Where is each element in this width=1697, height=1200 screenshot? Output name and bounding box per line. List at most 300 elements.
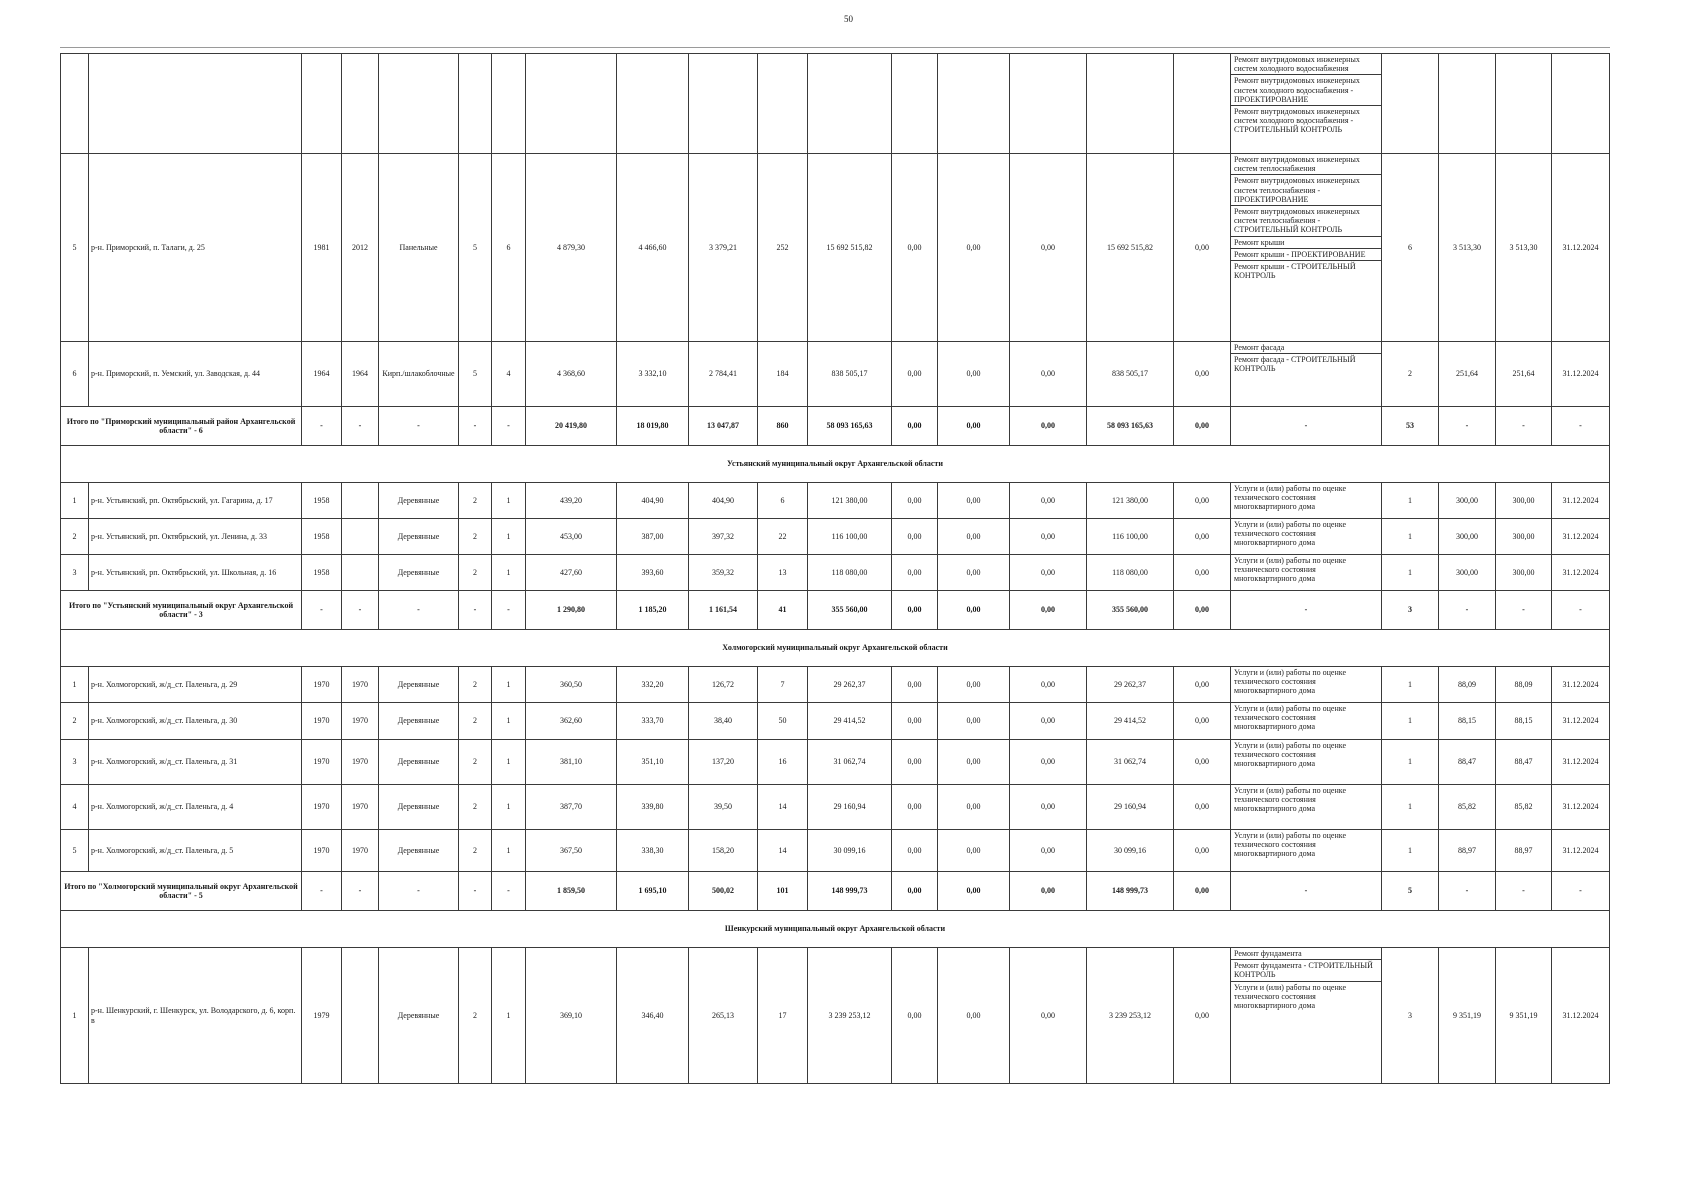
area-residential: 339,80 (617, 785, 689, 830)
residents: 16 (758, 740, 808, 785)
work-item: Ремонт фасада (1231, 342, 1381, 354)
works-stack (1231, 948, 1381, 1011)
unit-cost: 88,47 (1439, 740, 1496, 785)
deadline: 31.12.2024 (1552, 154, 1610, 342)
fund-regional: 0,00 (938, 830, 1010, 872)
total-f3: 0,00 (1010, 872, 1087, 911)
deadline: 31.12.2024 (1552, 740, 1610, 785)
total-residents: 101 (758, 872, 808, 911)
area-residential: 4 466,60 (617, 154, 689, 342)
fund-federal: 0,00 (892, 519, 938, 555)
table-row (61, 667, 1610, 703)
unit-cost (1439, 54, 1496, 154)
fund-regional: 0,00 (938, 483, 1010, 519)
entrances: 1 (492, 667, 526, 703)
entrances: 1 (492, 555, 526, 591)
area-residential-owned: 265,13 (689, 948, 758, 1084)
unit-cost: 251,64 (1439, 342, 1496, 407)
deadline: 31.12.2024 (1552, 519, 1610, 555)
area-total: 362,60 (526, 703, 617, 740)
dash-cell: - (342, 407, 379, 446)
table-row (61, 519, 1610, 555)
fund-municipal: 0,00 (1010, 785, 1087, 830)
year-renovated: 1964 (342, 342, 379, 407)
residents (758, 54, 808, 154)
region-title: Холмогорский муниципальный округ Архангельской области (61, 630, 1610, 667)
area-total: 387,70 (526, 785, 617, 830)
address: р-н. Устьянский, рп. Октябрьский, ул. Гагарина, д. 17 (89, 483, 302, 519)
dash-cell: - (342, 591, 379, 630)
row-number: 2 (61, 703, 89, 740)
scan-top-line (60, 47, 1610, 48)
capital-repair-table (60, 53, 1610, 1084)
cost-total: 29 160,94 (808, 785, 892, 830)
fund-owners (1087, 54, 1174, 154)
floors: 2 (459, 785, 492, 830)
fund-federal: 0,00 (892, 830, 938, 872)
floors: 2 (459, 830, 492, 872)
works-count: 1 (1382, 483, 1439, 519)
fund-federal (892, 54, 938, 154)
fund-other: 0,00 (1174, 830, 1231, 872)
year-built: 1958 (302, 519, 342, 555)
dash-cell: - (1496, 591, 1552, 630)
year-renovated: 1970 (342, 740, 379, 785)
unit-cost: 3 513,30 (1439, 154, 1496, 342)
works-count: 1 (1382, 667, 1439, 703)
row-number: 6 (61, 342, 89, 407)
fund-owners: 15 692 515,82 (1087, 154, 1174, 342)
area-total: 369,10 (526, 948, 617, 1084)
total-works-count: 3 (1382, 591, 1439, 630)
cost-total: 31 062,74 (808, 740, 892, 785)
row-number: 1 (61, 948, 89, 1084)
area-residential: 346,40 (617, 948, 689, 1084)
fund-other: 0,00 (1174, 555, 1231, 591)
floors: 2 (459, 667, 492, 703)
year-renovated: 1970 (342, 785, 379, 830)
table-row (61, 948, 1610, 1084)
works-stack (1231, 703, 1381, 733)
year-built: 1958 (302, 555, 342, 591)
works-list (1231, 740, 1382, 785)
fund-municipal: 0,00 (1010, 154, 1087, 342)
area-residential: 387,00 (617, 519, 689, 555)
total-area-total: 1 859,50 (526, 872, 617, 911)
total-f5: 0,00 (1174, 407, 1231, 446)
year-renovated (342, 519, 379, 555)
cost-total: 15 692 515,82 (808, 154, 892, 342)
works-list (1231, 948, 1382, 1084)
limit-cost: 300,00 (1496, 519, 1552, 555)
row-number: 4 (61, 785, 89, 830)
entrances: 1 (492, 948, 526, 1084)
fund-regional: 0,00 (938, 555, 1010, 591)
works-list (1231, 519, 1382, 555)
works-list (1231, 830, 1382, 872)
entrances: 1 (492, 830, 526, 872)
floors: 2 (459, 555, 492, 591)
work-item: Ремонт внутридомовых инженерных систем теплоснабжения (1231, 154, 1381, 175)
year-built: 1964 (302, 342, 342, 407)
fund-federal: 0,00 (892, 154, 938, 342)
region-header-row (61, 630, 1610, 667)
dash-cell: - (492, 591, 526, 630)
works-count: 1 (1382, 555, 1439, 591)
area-total: 427,60 (526, 555, 617, 591)
area-residential-owned: 158,20 (689, 830, 758, 872)
row-number: 5 (61, 830, 89, 872)
wall-material (379, 54, 459, 154)
unit-cost: 300,00 (1439, 519, 1496, 555)
total-label: Итого по "Холмогорский муниципальный округ Архангельской области" - 5 (61, 872, 302, 911)
work-item: Услуги и (или) работы по оценке технического состояния многоквартирного дома (1234, 982, 1346, 1010)
limit-cost: 300,00 (1496, 555, 1552, 591)
cost-total: 29 414,52 (808, 703, 892, 740)
fund-federal: 0,00 (892, 483, 938, 519)
fund-other (1174, 54, 1231, 154)
works-stack (1231, 785, 1381, 815)
works-stack (1231, 342, 1381, 375)
entrances: 1 (492, 519, 526, 555)
work-item: Ремонт внутридомовых инженерных систем холодного водоснабжения (1231, 54, 1381, 75)
work-item: Услуги и (или) работы по оценке технического состояния многоквартирного дома (1234, 556, 1346, 584)
table-row (61, 785, 1610, 830)
work-item: Услуги и (или) работы по оценке технического состояния многоквартирного дома (1234, 704, 1346, 732)
work-item: Ремонт крыши (1231, 237, 1381, 249)
unit-cost: 9 351,19 (1439, 948, 1496, 1084)
total-cost-total: 58 093 165,63 (808, 407, 892, 446)
area-residential-owned: 359,32 (689, 555, 758, 591)
dash-cell: - (459, 407, 492, 446)
year-built: 1981 (302, 154, 342, 342)
total-residents: 860 (758, 407, 808, 446)
total-label: Итого по "Приморский муниципальный район Архангельской области" - 6 (61, 407, 302, 446)
region-title: Шенкурский муниципальный округ Архангельской области (61, 911, 1610, 948)
dash-cell: - (379, 591, 459, 630)
fund-municipal: 0,00 (1010, 667, 1087, 703)
dash-cell: - (1552, 591, 1610, 630)
entrances: 1 (492, 703, 526, 740)
works-stack (1231, 740, 1381, 770)
wall-material: Кирп./шлакоблочные (379, 342, 459, 407)
fund-other: 0,00 (1174, 154, 1231, 342)
table-row (61, 154, 1610, 342)
dash-cell: - (302, 407, 342, 446)
work-item: Ремонт крыши - СТРОИТЕЛЬНЫЙ КОНТРОЛЬ (1234, 261, 1356, 281)
works-list (1231, 703, 1382, 740)
total-row (61, 872, 1610, 911)
address: р-н. Холмогорский, ж/д_ст. Паленьга, д. 29 (89, 667, 302, 703)
works-count: 3 (1382, 948, 1439, 1084)
fund-other: 0,00 (1174, 342, 1231, 407)
fund-regional: 0,00 (938, 785, 1010, 830)
fund-owners: 30 099,16 (1087, 830, 1174, 872)
dash-cell: - (1552, 872, 1610, 911)
cost-total (808, 54, 892, 154)
area-residential: 393,60 (617, 555, 689, 591)
residents: 184 (758, 342, 808, 407)
works-list (1231, 555, 1382, 591)
limit-cost: 9 351,19 (1496, 948, 1552, 1084)
year-built: 1958 (302, 483, 342, 519)
works-stack (1231, 519, 1381, 549)
dash-cell: - (1439, 872, 1496, 911)
dash-cell: - (379, 872, 459, 911)
total-f3: 0,00 (1010, 407, 1087, 446)
dash-cell: - (459, 591, 492, 630)
area-residential-owned: 397,32 (689, 519, 758, 555)
cost-total: 118 080,00 (808, 555, 892, 591)
address: р-н. Приморский, п. Талаги, д. 25 (89, 154, 302, 342)
year-renovated (342, 555, 379, 591)
area-total: 439,20 (526, 483, 617, 519)
works-list (1231, 154, 1382, 342)
dash-cell: - (1231, 591, 1382, 630)
fund-federal: 0,00 (892, 740, 938, 785)
floors: 2 (459, 948, 492, 1084)
fund-municipal: 0,00 (1010, 703, 1087, 740)
cost-total: 838 505,17 (808, 342, 892, 407)
cost-total: 116 100,00 (808, 519, 892, 555)
entrances (492, 54, 526, 154)
row-number: 2 (61, 519, 89, 555)
work-item: Услуги и (или) работы по оценке технического состояния многоквартирного дома (1234, 668, 1346, 696)
work-item: Ремонт внутридомовых инженерных систем холодного водоснабжения - ПРОЕКТИРОВАНИЕ (1231, 75, 1381, 106)
residents: 14 (758, 785, 808, 830)
works-list (1231, 483, 1382, 519)
fund-regional: 0,00 (938, 703, 1010, 740)
works-stack (1231, 154, 1381, 281)
fund-federal: 0,00 (892, 785, 938, 830)
floors: 5 (459, 342, 492, 407)
residents: 22 (758, 519, 808, 555)
total-f2: 0,00 (938, 407, 1010, 446)
wall-material: Деревянные (379, 703, 459, 740)
total-area-res-ind: 13 047,87 (689, 407, 758, 446)
total-area-res-ind: 500,02 (689, 872, 758, 911)
entrances: 1 (492, 483, 526, 519)
year-renovated (342, 54, 379, 154)
year-built: 1970 (302, 785, 342, 830)
dash-cell: - (492, 872, 526, 911)
dash-cell: - (342, 872, 379, 911)
total-f3: 0,00 (1010, 591, 1087, 630)
dash-cell: - (459, 872, 492, 911)
fund-federal: 0,00 (892, 667, 938, 703)
fund-municipal (1010, 54, 1087, 154)
wall-material: Деревянные (379, 740, 459, 785)
region-header-row (61, 911, 1610, 948)
residents: 7 (758, 667, 808, 703)
fund-municipal: 0,00 (1010, 342, 1087, 407)
entrances: 4 (492, 342, 526, 407)
total-row (61, 591, 1610, 630)
unit-cost: 88,97 (1439, 830, 1496, 872)
address: р-н. Приморский, п. Уемский, ул. Заводская, д. 44 (89, 342, 302, 407)
work-item: Услуги и (или) работы по оценке технического состояния многоквартирного дома (1234, 786, 1346, 814)
fund-regional: 0,00 (938, 740, 1010, 785)
total-label: Итого по "Устьянский муниципальный округ Архангельской области" - 3 (61, 591, 302, 630)
row-number (61, 54, 89, 154)
limit-cost: 251,64 (1496, 342, 1552, 407)
deadline: 31.12.2024 (1552, 830, 1610, 872)
cost-total: 121 380,00 (808, 483, 892, 519)
row-number: 3 (61, 555, 89, 591)
table-row (61, 740, 1610, 785)
fund-municipal: 0,00 (1010, 740, 1087, 785)
fund-owners: 29 160,94 (1087, 785, 1174, 830)
limit-cost: 88,47 (1496, 740, 1552, 785)
cost-total: 3 239 253,12 (808, 948, 892, 1084)
work-item: Ремонт внутридомовых инженерных систем теплоснабжения - ПРОЕКТИРОВАНИЕ (1231, 175, 1381, 206)
entrances: 1 (492, 740, 526, 785)
area-residential-owned: 2 784,41 (689, 342, 758, 407)
total-cost-total: 148 999,73 (808, 872, 892, 911)
area-residential-owned: 39,50 (689, 785, 758, 830)
cost-total: 29 262,37 (808, 667, 892, 703)
area-residential-owned (689, 54, 758, 154)
year-built: 1970 (302, 703, 342, 740)
work-item: Ремонт крыши - ПРОЕКТИРОВАНИЕ (1231, 249, 1381, 261)
works-list (1231, 667, 1382, 703)
dash-cell: - (1439, 407, 1496, 446)
deadline: 31.12.2024 (1552, 785, 1610, 830)
area-total: 367,50 (526, 830, 617, 872)
limit-cost: 300,00 (1496, 483, 1552, 519)
total-cost-total: 355 560,00 (808, 591, 892, 630)
total-f2: 0,00 (938, 872, 1010, 911)
total-area-total: 1 290,80 (526, 591, 617, 630)
works-list (1231, 54, 1382, 154)
area-total: 4 879,30 (526, 154, 617, 342)
works-stack (1231, 483, 1381, 513)
work-item: Услуги и (или) работы по оценке технического состояния многоквартирного дома (1234, 741, 1346, 769)
floors: 5 (459, 154, 492, 342)
area-residential-owned: 38,40 (689, 703, 758, 740)
row-number: 1 (61, 667, 89, 703)
area-residential: 3 332,10 (617, 342, 689, 407)
total-f5: 0,00 (1174, 872, 1231, 911)
floors: 2 (459, 740, 492, 785)
address: р-н. Холмогорский, ж/д_ст. Паленьга, д. 31 (89, 740, 302, 785)
work-item: Ремонт фундамента (1231, 948, 1381, 960)
area-residential: 338,30 (617, 830, 689, 872)
area-residential: 332,20 (617, 667, 689, 703)
entrances: 1 (492, 785, 526, 830)
fund-other: 0,00 (1174, 483, 1231, 519)
floors: 2 (459, 519, 492, 555)
unit-cost: 85,82 (1439, 785, 1496, 830)
fund-other: 0,00 (1174, 667, 1231, 703)
work-item: Услуги и (или) работы по оценке технического состояния многоквартирного дома (1234, 831, 1346, 859)
works-count: 1 (1382, 740, 1439, 785)
address: р-н. Холмогорский, ж/д_ст. Паленьга, д. 4 (89, 785, 302, 830)
deadline: 31.12.2024 (1552, 667, 1610, 703)
work-item: Ремонт внутридомовых инженерных систем теплоснабжения - СТРОИТЕЛЬНЫЙ КОНТРОЛЬ (1231, 206, 1381, 237)
works-count: 1 (1382, 519, 1439, 555)
total-row (61, 407, 1610, 446)
fund-federal: 0,00 (892, 555, 938, 591)
table-row (61, 483, 1610, 519)
residents: 13 (758, 555, 808, 591)
fund-other: 0,00 (1174, 785, 1231, 830)
fund-regional: 0,00 (938, 667, 1010, 703)
row-number: 1 (61, 483, 89, 519)
table-row (61, 342, 1610, 407)
table-row (61, 555, 1610, 591)
year-renovated: 2012 (342, 154, 379, 342)
year-renovated (342, 948, 379, 1084)
wall-material: Деревянные (379, 555, 459, 591)
table-row (61, 830, 1610, 872)
works-stack (1231, 667, 1381, 697)
work-item: Услуги и (или) работы по оценке технического состояния многоквартирного дома (1234, 484, 1346, 512)
fund-owners: 31 062,74 (1087, 740, 1174, 785)
works-stack (1231, 555, 1381, 585)
limit-cost: 3 513,30 (1496, 154, 1552, 342)
area-total: 4 368,60 (526, 342, 617, 407)
address: р-н. Холмогорский, ж/д_ст. Паленьга, д. 30 (89, 703, 302, 740)
total-area-res: 1 695,10 (617, 872, 689, 911)
fund-regional: 0,00 (938, 342, 1010, 407)
total-f1: 0,00 (892, 872, 938, 911)
wall-material: Деревянные (379, 667, 459, 703)
dash-cell: - (1552, 407, 1610, 446)
fund-regional (938, 54, 1010, 154)
area-residential-owned: 3 379,21 (689, 154, 758, 342)
total-area-total: 20 419,80 (526, 407, 617, 446)
unit-cost: 88,09 (1439, 667, 1496, 703)
year-built: 1970 (302, 667, 342, 703)
fund-municipal: 0,00 (1010, 830, 1087, 872)
total-f1: 0,00 (892, 407, 938, 446)
fund-federal: 0,00 (892, 342, 938, 407)
wall-material: Деревянные (379, 483, 459, 519)
fund-federal: 0,00 (892, 948, 938, 1084)
fund-municipal: 0,00 (1010, 483, 1087, 519)
page-number: 50 (844, 14, 853, 24)
fund-federal: 0,00 (892, 703, 938, 740)
work-item: Услуги и (или) работы по оценке технического состояния многоквартирного дома (1234, 520, 1346, 548)
work-item: Ремонт фасада - СТРОИТЕЛЬНЫЙ КОНТРОЛЬ (1234, 355, 1356, 374)
works-count: 6 (1382, 154, 1439, 342)
total-f4: 355 560,00 (1087, 591, 1174, 630)
dash-cell: - (1231, 407, 1382, 446)
total-f2: 0,00 (938, 591, 1010, 630)
dash-cell: - (1439, 591, 1496, 630)
wall-material: Деревянные (379, 785, 459, 830)
dash-cell: - (379, 407, 459, 446)
area-residential-owned: 404,90 (689, 483, 758, 519)
fund-owners: 29 414,52 (1087, 703, 1174, 740)
fund-regional: 0,00 (938, 154, 1010, 342)
year-built: 1970 (302, 740, 342, 785)
limit-cost: 88,97 (1496, 830, 1552, 872)
residents: 252 (758, 154, 808, 342)
deadline (1552, 54, 1610, 154)
area-residential-owned: 137,20 (689, 740, 758, 785)
fund-regional: 0,00 (938, 519, 1010, 555)
row-number: 3 (61, 740, 89, 785)
works-count: 2 (1382, 342, 1439, 407)
entrances: 6 (492, 154, 526, 342)
deadline: 31.12.2024 (1552, 483, 1610, 519)
residents: 17 (758, 948, 808, 1084)
unit-cost: 300,00 (1439, 483, 1496, 519)
address: р-н. Шенкурский, г. Шенкурск, ул. Володарского, д. 6, корп. в (89, 948, 302, 1084)
year-renovated: 1970 (342, 830, 379, 872)
